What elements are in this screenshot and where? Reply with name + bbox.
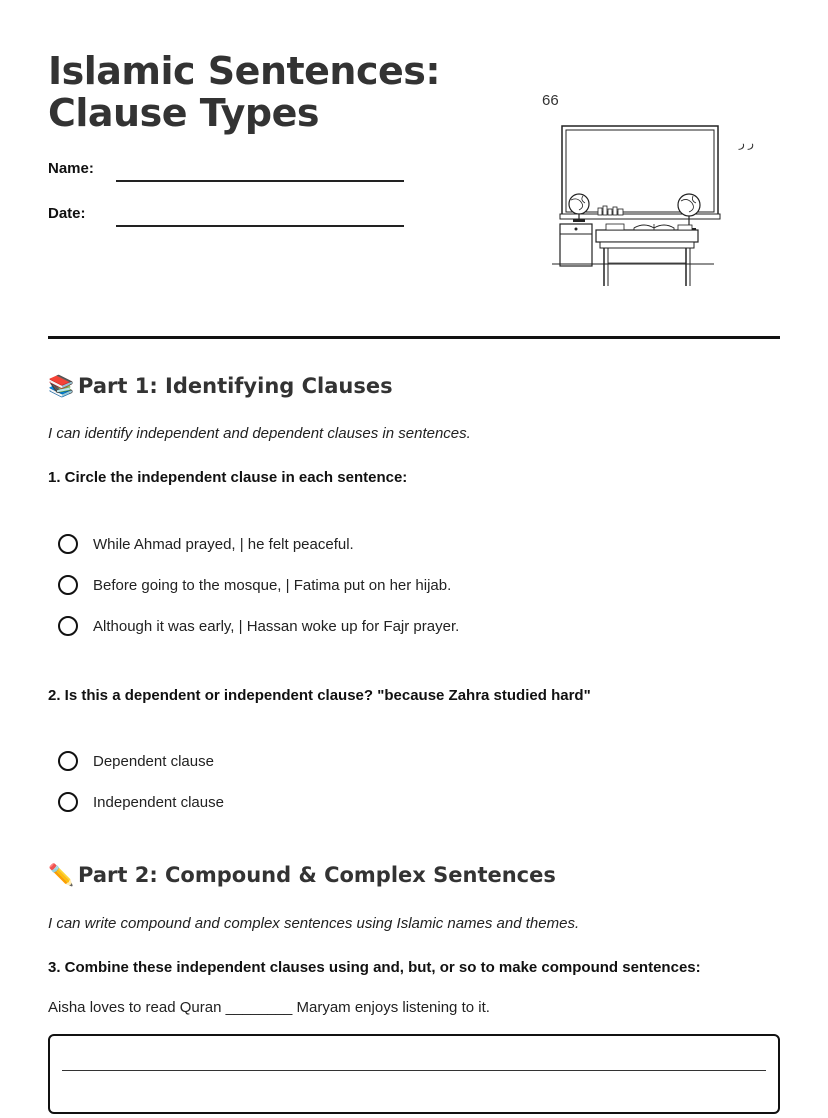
part1-heading	[48, 374, 393, 399]
part2-heading-text: Part 2: Compound & Complex Sentences	[78, 863, 556, 887]
radio-button[interactable]	[58, 616, 78, 636]
question-3-sentence: Aisha loves to read Quran ________ Maryam enjoys listening to it.	[48, 999, 490, 1016]
option-label: Before going to the mosque, | Fatima put on her hijab.	[93, 576, 452, 594]
title-line-1: Islamic Sentences:	[48, 49, 441, 93]
radio-button[interactable]	[58, 751, 78, 771]
pencil-icon: ✏️	[48, 863, 75, 887]
section-divider	[48, 336, 780, 339]
part1-heading-text: Part 1: Identifying Clauses	[78, 374, 393, 398]
radio-button[interactable]	[58, 575, 78, 595]
radio-button[interactable]	[58, 534, 78, 554]
q2-option-dependent[interactable]	[58, 749, 214, 773]
question-1-prompt: 1. Circle the independent clause in each sentence:	[48, 469, 408, 486]
q1-option-3[interactable]	[58, 614, 459, 638]
question-2-prompt: 2. Is this a dependent or independent clause? "because Zahra studied hard"	[48, 687, 591, 704]
answer-box[interactable]	[48, 1034, 780, 1114]
answer-writing-line	[62, 1070, 766, 1071]
title-line-2: Clause Types	[48, 91, 320, 135]
part2-heading	[48, 863, 556, 888]
name-label: Name:	[48, 160, 94, 177]
date-label: Date:	[48, 205, 86, 222]
name-field[interactable]	[116, 180, 404, 182]
option-label: Although it was early, | Hassan woke up for Fajr prayer.	[93, 617, 460, 635]
q2-option-independent[interactable]	[58, 790, 224, 814]
q1-option-2[interactable]	[58, 573, 451, 597]
part2-objective: I can write compound and complex sentences using Islamic names and themes.	[48, 915, 580, 932]
question-3-prompt: 3. Combine these independent clauses using and, but, or so to make compound sentences:	[48, 959, 701, 976]
classroom-illustration	[536, 88, 768, 298]
worksheet-title	[48, 50, 518, 134]
classroom-drawing	[536, 88, 768, 298]
option-label: Independent clause	[93, 793, 224, 811]
illustration-number-label: 66	[542, 92, 559, 109]
books-icon: 📚	[48, 374, 75, 398]
illustration-arabic-marks: ر ر	[739, 136, 754, 150]
radio-button[interactable]	[58, 792, 78, 812]
option-label: Dependent clause	[93, 752, 214, 770]
date-field[interactable]	[116, 225, 404, 227]
option-label: While Ahmad prayed, | he felt peaceful.	[93, 535, 354, 553]
q1-option-1[interactable]	[58, 532, 354, 556]
part1-objective: I can identify independent and dependent clauses in sentences.	[48, 425, 471, 442]
